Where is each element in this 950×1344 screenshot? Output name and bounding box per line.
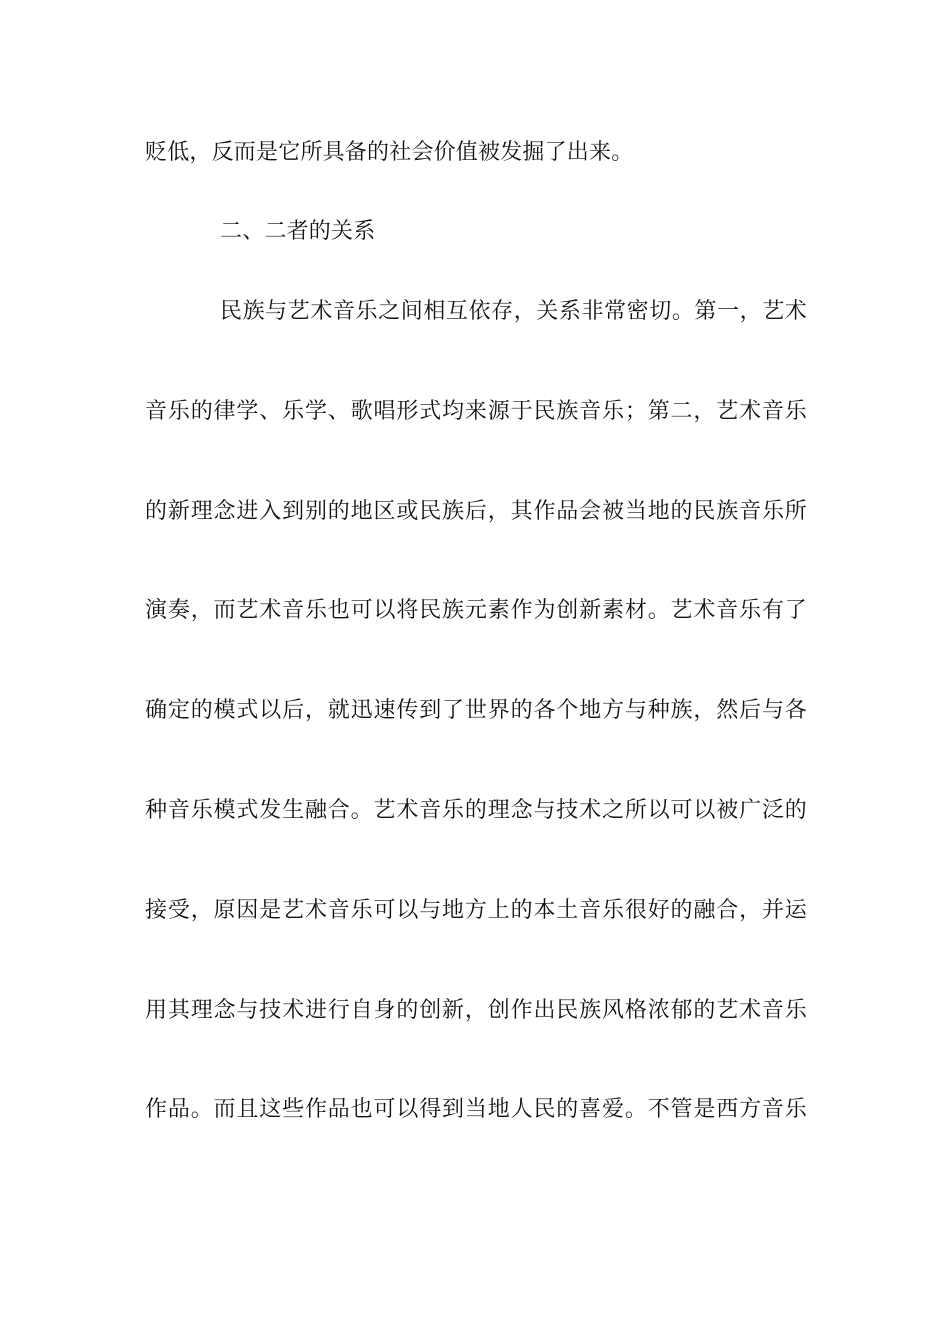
section-heading: 二、二者的关系	[220, 219, 376, 244]
paragraph-line: 接受，原因是艺术音乐可以与地方上的本土音乐很好的融合，并运	[145, 898, 807, 923]
paragraph-line: 用其理念与技术进行自身的创新，创作出民族风格浓郁的艺术音乐	[145, 998, 807, 1023]
paragraph-line: 确定的模式以后，就迅速传到了世界的各个地方与种族，然后与各	[145, 698, 807, 723]
paragraph-line: 作品。而且这些作品也可以得到当地人民的喜爱。不管是西方音乐	[145, 1097, 807, 1122]
paragraph-line: 音乐的律学、乐学、歌唱形式均来源于民族音乐；第二，艺术音乐	[145, 399, 807, 424]
paragraph-line: 种音乐模式发生融合。艺术音乐的理念与技术之所以可以被广泛的	[145, 798, 807, 823]
paragraph-line: 的新理念进入到别的地区或民族后，其作品会被当地的民族音乐所	[145, 499, 807, 524]
paragraph-line: 演奏，而艺术音乐也可以将民族元素作为创新素材。艺术音乐有了	[145, 598, 807, 623]
paragraph-continuation-line: 贬低，反而是它所具备的社会价值被发掘了出来。	[145, 140, 634, 165]
paragraph-line: 民族与艺术音乐之间相互依存，关系非常密切。第一，艺术	[220, 299, 807, 324]
